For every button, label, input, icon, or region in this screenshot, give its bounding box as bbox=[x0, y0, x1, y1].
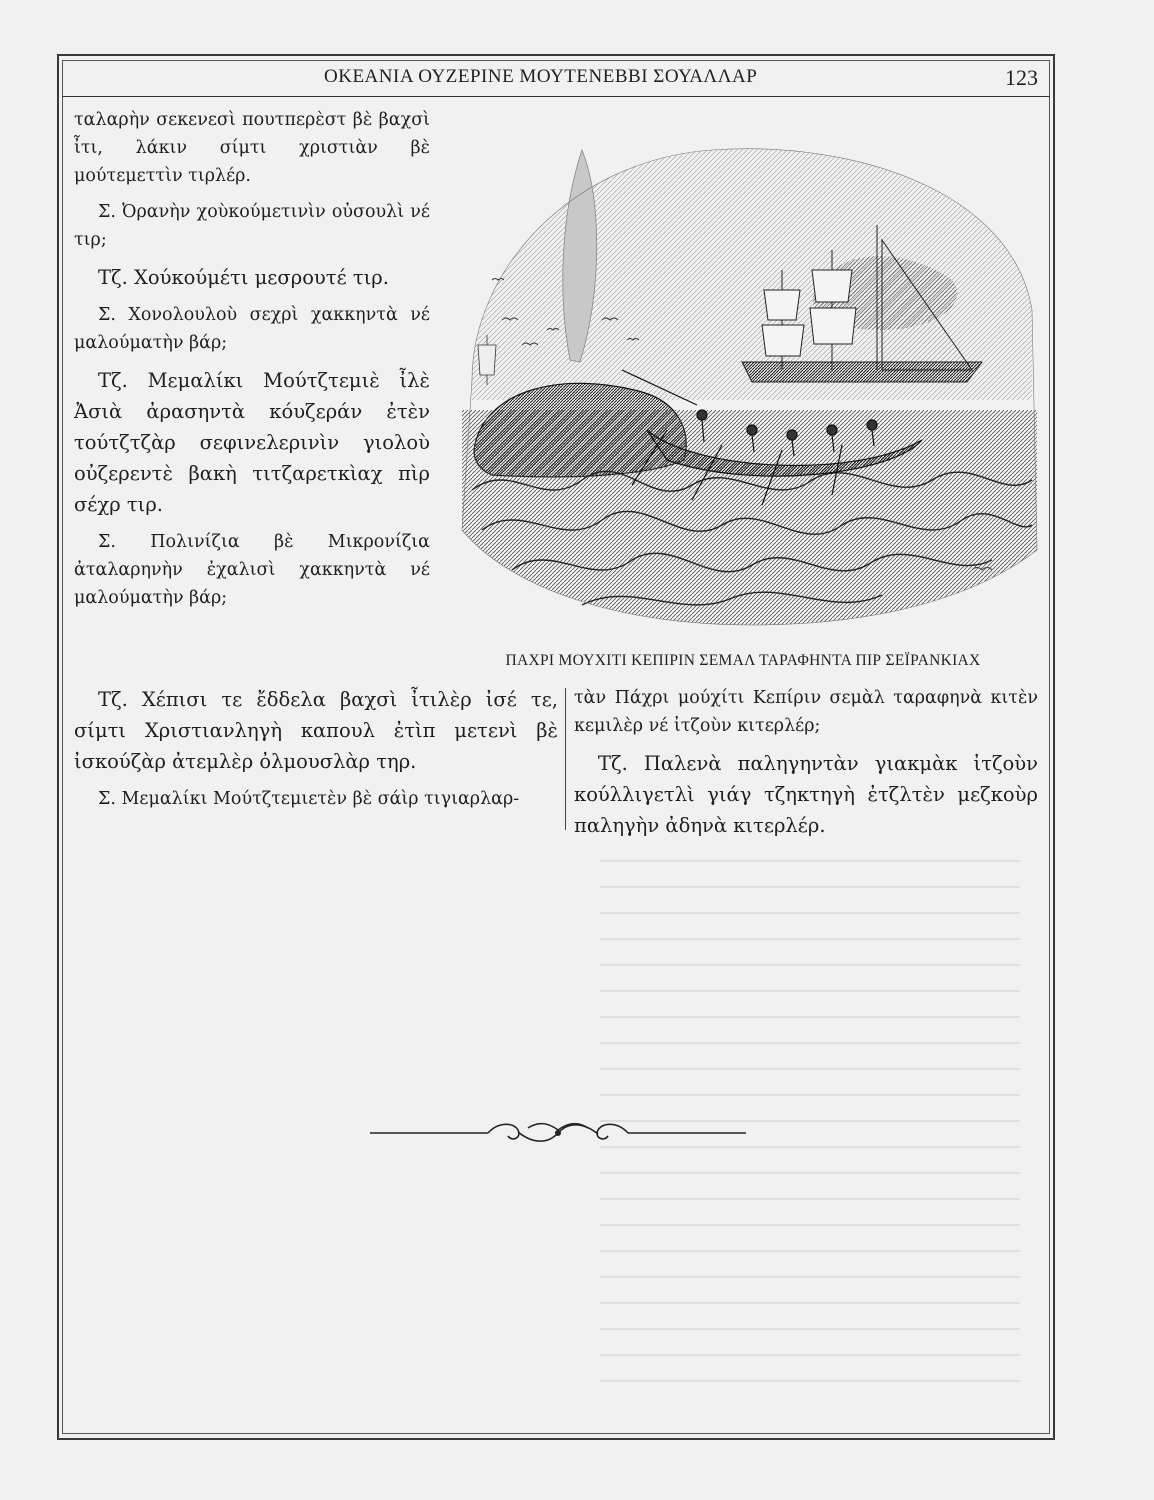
whaling-illustration bbox=[452, 130, 1038, 630]
paragraph: ταλαρὴν σεκενεσὶ πουτπερὲστ βὲ βαχσὶ ἶτι, λάκιν σίμτι χριστιὰν βὲ μούτεμεττὶν τιρλέρ. bbox=[74, 110, 430, 186]
paragraph: Σ. Μεμαλίκι Μούτζτεμιετὲν βὲ σάὶρ τιγιαρλαρ- bbox=[98, 789, 520, 809]
ornamental-divider bbox=[368, 1118, 748, 1148]
left-column bbox=[74, 106, 430, 620]
column-divider bbox=[565, 688, 566, 830]
paragraph: Σ. Χονολουλοὺ σεχρὶ χακκηντὰ νέ μαλούματὴν βάρ; bbox=[74, 305, 430, 353]
page-number: 123 bbox=[1005, 65, 1038, 90]
paragraph: Τζ. Μεμαλίκι Μούτζτεμιὲ ἶλὲ Ἀσιὰ ἀρασηντὰ κόυζεράν ἐτὲν τούτζτζὰρ σεφινελερινὶν γιολοὺ οὐζερεντὲ βακὴ τιτζαρετκὶαχ πὶρ σέχρ τιρ. bbox=[74, 369, 430, 516]
running-header bbox=[62, 62, 1050, 97]
paragraph: Σ. Ὀρανὴν χοὺκούμετινὶν οὐσουλὶ νέ τιρ; bbox=[74, 202, 430, 250]
bottom-left-column bbox=[74, 684, 558, 821]
paragraph: Σ. Πολινίζια βὲ Μικρονίζια ἀταλαρηνὴν ἐχαλισὶ χακκηντὰ νέ μαλούματὴν βάρ; bbox=[74, 532, 430, 608]
paragraph: Τζ. Χέπισι τε ἔδδελα βαχσὶ ἶτιλὲρ ἰσέ τε, σίμτι Χριστιανληγὴ καπουλ ἐτὶπ μετενὶ βὲ ἰσκούζὰρ ἀτεμλὲρ ὀλμουσλὰρ τηρ. bbox=[74, 688, 558, 773]
running-title: ΟΚΕΑΝΙΑ ΟΥΖΕΡΙΝΕ ΜΟΥΤΕΝΕΒΒΙ ΣΟΥΑΛΛΑΡ bbox=[324, 66, 758, 87]
paragraph: τὰν Πάχρι μούχίτι Κεπίριν σεμὰλ ταραφηνὰ κιτὲν κεμιλὲρ νέ ἰτζοὺν κιτερλέρ; bbox=[574, 688, 1038, 736]
bottom-right-column bbox=[574, 684, 1038, 849]
paragraph: Τζ. Παλενὰ παληγηντὰν γιακμὰκ ἰτζοὺν κούλλιγετλὶ γιάγ τζηκτηγὴ ἐτζλτὲν μεζκοὺρ παληγὴν ἀδηνὰ κιτερλέρ. bbox=[574, 752, 1038, 837]
illustration-caption: ΠΑΧΡΙ ΜΟΥΧΙΤΙ ΚΕΠΙΡΙΝ ΣΕΜΑΛ ΤΑΡΑΦΗΝΤΑ ΠΙΡ ΣΕΪΡΑΝΚΙΑΧ bbox=[505, 652, 981, 669]
paragraph: Τζ. Χούκούμέτι μεσρουτέ τιρ. bbox=[98, 266, 389, 289]
